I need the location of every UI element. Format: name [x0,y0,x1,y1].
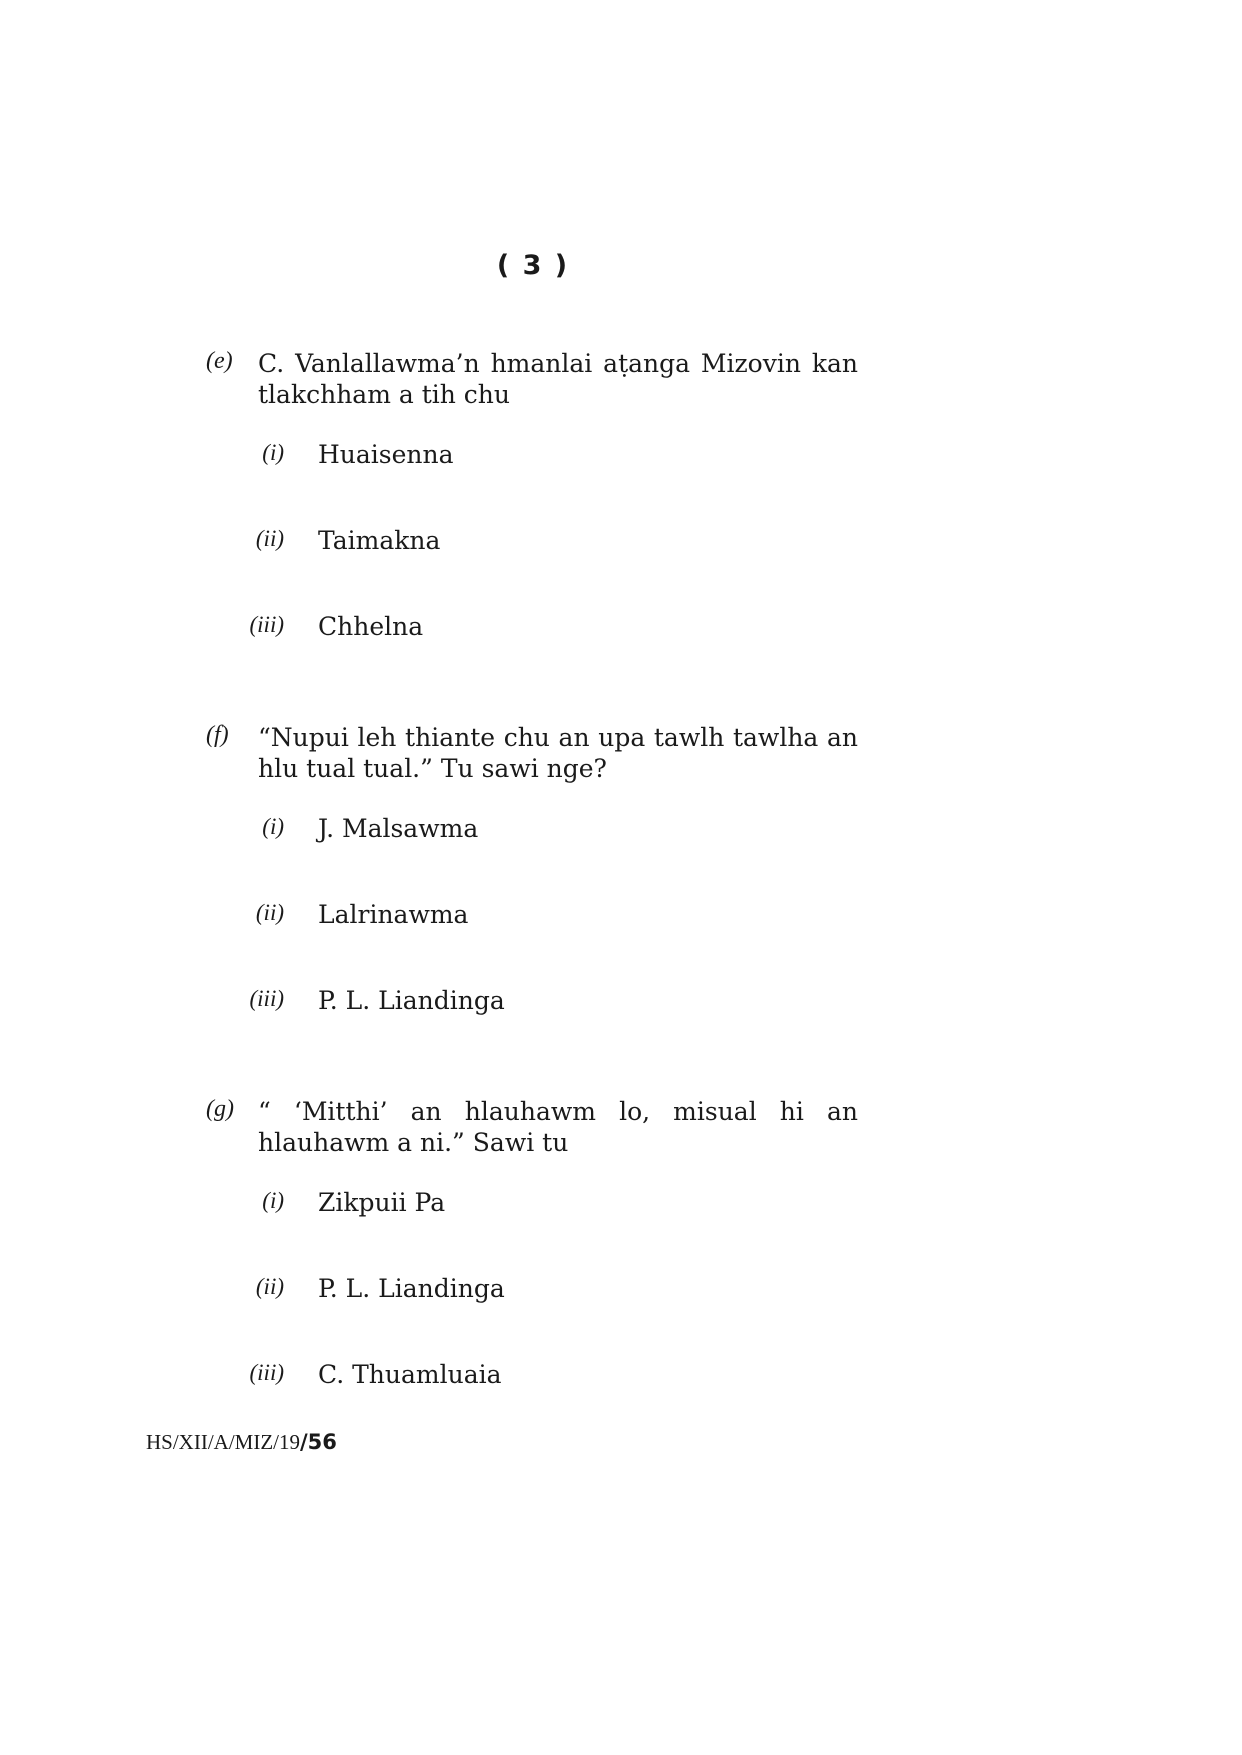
option-text: Lalrinawma [318,900,469,929]
option-text: Zikpuii Pa [318,1188,446,1217]
paper-code [146,1430,337,1455]
paper-code-text: HS/XII/A/MIZ/19 [146,1430,300,1454]
question-label: (f) [206,722,229,748]
option-text: Huaisenna [318,440,454,469]
option-item [206,900,858,932]
option-label: (ii) [255,526,284,551]
option-item [206,814,858,846]
option-label: (ii) [255,900,284,925]
option-item [206,986,858,1018]
option-text: P. L. Liandinga [318,986,505,1015]
question-text-line2: tlakchham a tih chu [258,380,511,409]
option-label: (iii) [249,986,284,1011]
question-text-line1: C. Vanlallawma’n hmanlai aṭanga Mizovin kan [258,349,858,378]
question-text-line2: hlu tual tual.” Tu sawi nge? [258,754,607,783]
option-text: Chhelna [318,612,424,641]
page-number: ( 3 ) [496,250,570,281]
option-text: Taimakna [318,526,441,555]
question-label: (e) [206,348,233,374]
option-label: (i) [262,440,284,465]
option-text: C. Thuamluaia [318,1360,502,1389]
option-text: J. Malsawma [318,814,479,843]
option-item [206,1360,858,1392]
question-label: (g) [206,1096,234,1122]
paper-code-number: /56 [300,1430,337,1454]
option-label: (iii) [249,1360,284,1385]
option-item [206,1188,858,1220]
option-item [206,526,858,558]
option-label: (iii) [249,612,284,637]
option-item [206,612,858,644]
question-text-line2: hlauhawm a ni.” Sawi tu [258,1128,569,1157]
option-item [206,1274,858,1306]
option-text: P. L. Liandinga [318,1274,505,1303]
option-item [206,440,858,472]
option-label: (i) [262,814,284,839]
question-text-line1: “ ‘Mitthi’ an hlauhawm lo, misual hi an [258,1097,858,1126]
question-text-line1: “Nupui leh thiante chu an upa tawlh tawlha an [258,723,858,752]
option-label: (i) [262,1188,284,1213]
option-label: (ii) [255,1274,284,1299]
